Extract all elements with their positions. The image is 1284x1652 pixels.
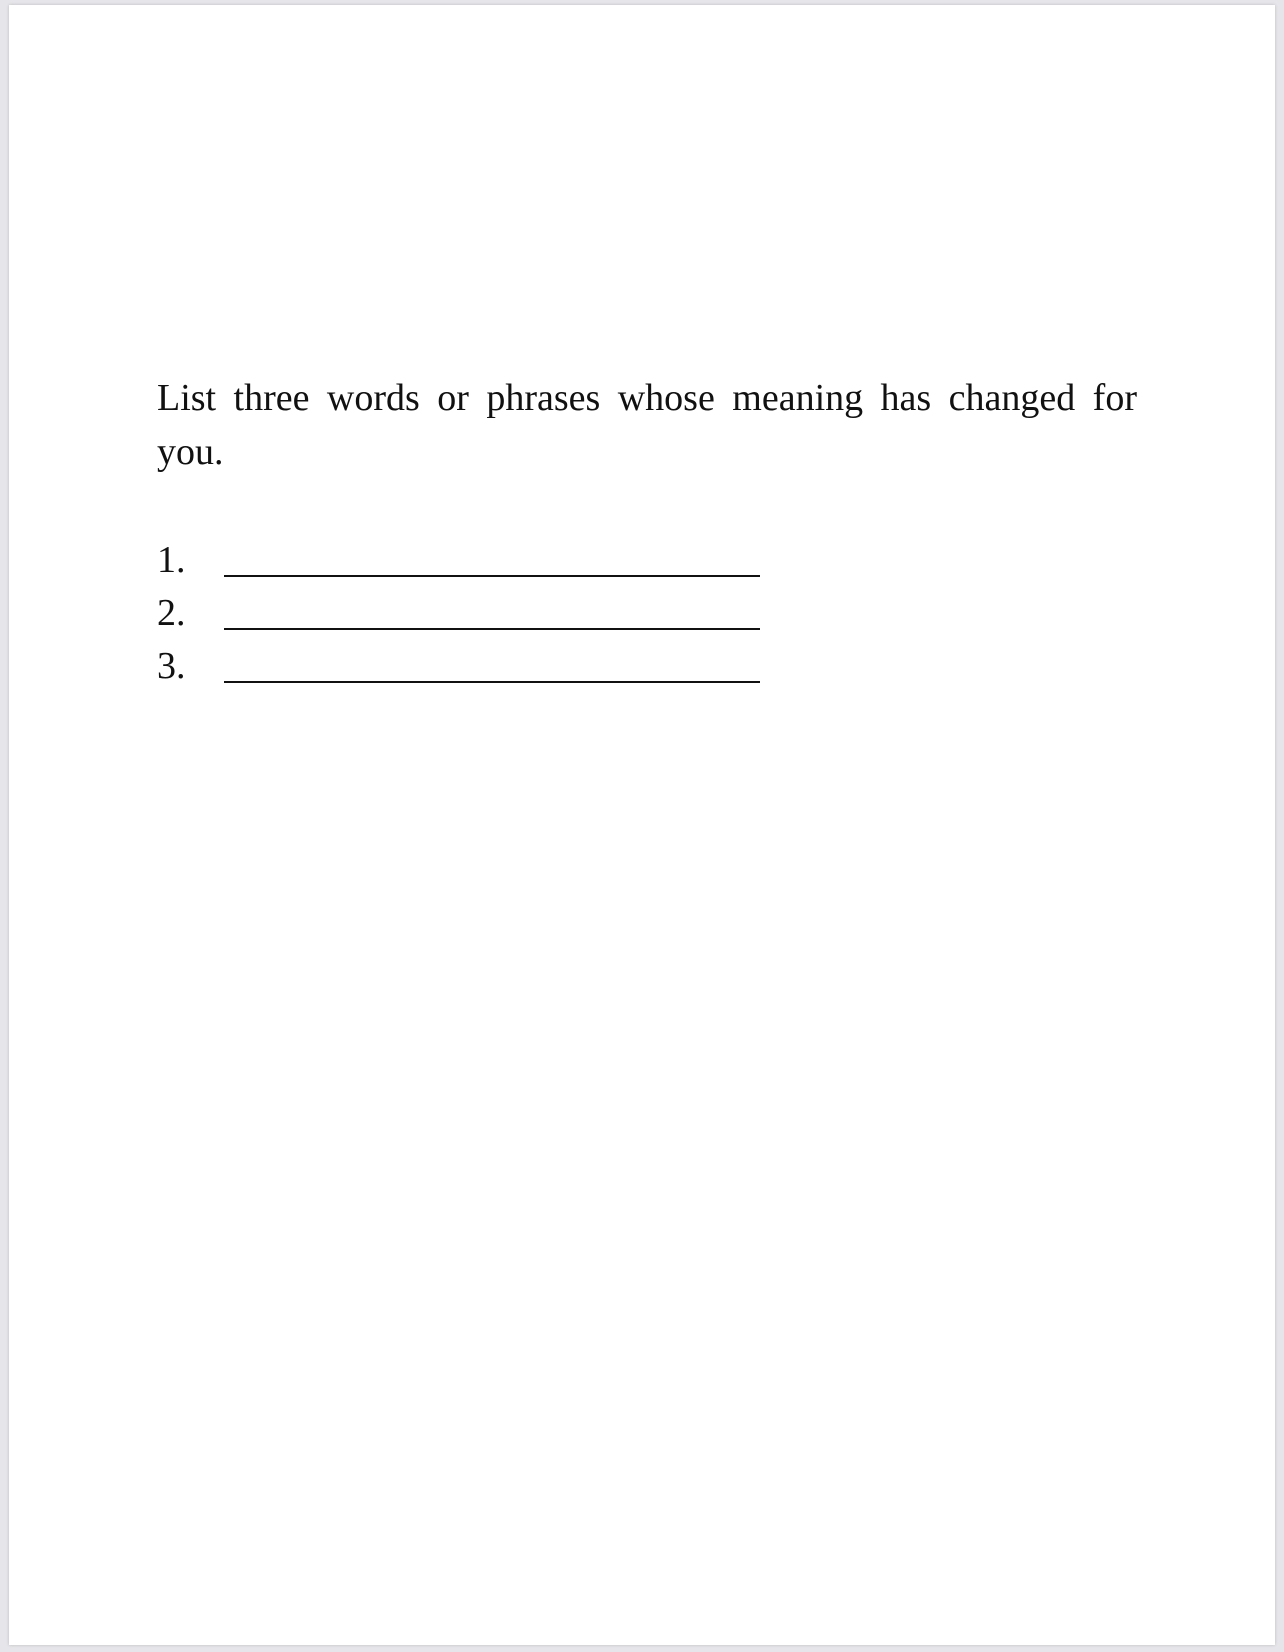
answer-number: 3.: [157, 645, 186, 687]
answer-number: 1.: [157, 539, 186, 581]
answer-number: 2.: [157, 592, 186, 634]
prompt-text: List three words or phrases whose meaning has changed for you.: [157, 377, 1137, 473]
answer-blank-line[interactable]: [224, 681, 760, 683]
answer-blank-line[interactable]: [224, 575, 760, 577]
document-page: [9, 5, 1275, 1645]
answer-blank-line[interactable]: [224, 628, 760, 630]
